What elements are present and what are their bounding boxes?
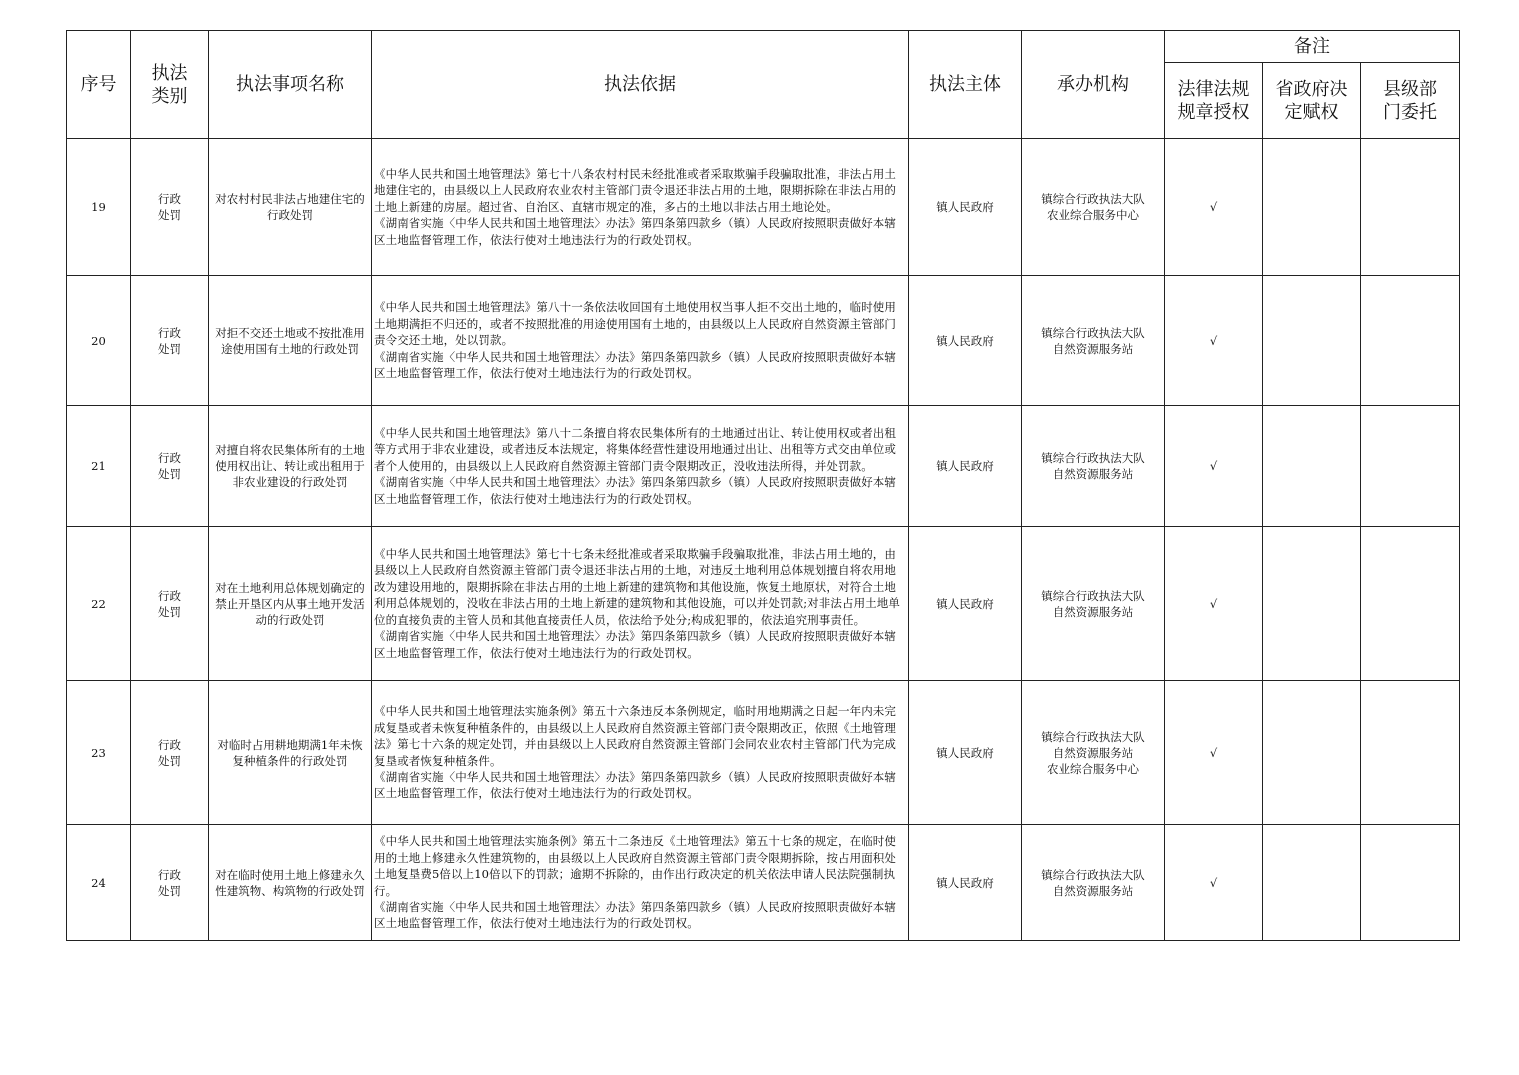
- col-header-organ: 承办机构: [1022, 31, 1165, 139]
- cell-item-name: 对农村村民非法占地建住宅的行政处罚: [209, 139, 372, 276]
- table-row: [67, 681, 1460, 825]
- table-row: [67, 825, 1460, 941]
- cell-basis: 《中华人民共和国土地管理法》第八十二条擅自将农民集体所有的土地通过出让、转让使用权或者出租等方式用于非农业建设，或者违反本法规定，将集体经营性建设用地通过出让、出租等方式交由单位或者个人使用的，由县级以上人民政府自然资源主管部门责令限期改正，没收违法所得，并处罚款。 《湖南省实施〈中华人民共和国土地管理法〉办法》第四条第四款乡（镇）人民政府按照职责做好本辖区土地监督管理工作，依法行使对土地违法行为的行政处罚权。: [372, 406, 909, 527]
- cell-organ: 镇综合行政执法大队 自然资源服务站: [1022, 825, 1165, 941]
- cell-subject: 镇人民政府: [909, 681, 1022, 825]
- cell-law-mark: √: [1165, 406, 1263, 527]
- cell-organ: 镇综合行政执法大队 自然资源服务站: [1022, 406, 1165, 527]
- cell-province-mark: [1263, 825, 1361, 941]
- cell-seq: 23: [67, 681, 131, 825]
- cell-category: 行政 处罚: [131, 825, 209, 941]
- header-row-top: [67, 31, 1460, 63]
- cell-law-mark: √: [1165, 139, 1263, 276]
- cell-basis: 《中华人民共和国土地管理法》第八十一条依法收回国有土地使用权当事人拒不交出土地的，临时使用土地期满拒不归还的，或者不按照批准的用途使用国有土地的，由县级以上人民政府自然资源主管部门责令交还土地，处以罚款。 《湖南省实施〈中华人民共和国土地管理法〉办法》第四条第四款乡（镇）人民政府按照职责做好本辖区土地监督管理工作，依法行使对土地违法行为的行政处罚权。: [372, 276, 909, 406]
- cell-province-mark: [1263, 276, 1361, 406]
- cell-county-mark: [1361, 681, 1460, 825]
- col-header-subject: 执法主体: [909, 31, 1022, 139]
- cell-organ: 镇综合行政执法大队 农业综合服务中心: [1022, 139, 1165, 276]
- cell-province-mark: [1263, 406, 1361, 527]
- cell-category: 行政 处罚: [131, 406, 209, 527]
- col-header-item-name: 执法事项名称: [209, 31, 372, 139]
- cell-subject: 镇人民政府: [909, 276, 1022, 406]
- cell-item-name: 对拒不交还土地或不按批准用途使用国有土地的行政处罚: [209, 276, 372, 406]
- cell-county-mark: [1361, 276, 1460, 406]
- cell-seq: 21: [67, 406, 131, 527]
- cell-law-mark: √: [1165, 681, 1263, 825]
- cell-seq: 19: [67, 139, 131, 276]
- cell-organ: 镇综合行政执法大队 自然资源服务站: [1022, 527, 1165, 681]
- cell-basis: 《中华人民共和国土地管理法实施条例》第五十六条违反本条例规定，临时用地期满之日起一年内未完成复垦或者未恢复种植条件的，由县级以上人民政府自然资源主管部门责令限期改正，依照《土地管理法》第七十六条的规定处罚，并由县级以上人民政府自然资源主管部门会同农业农村主管部门代为完成复垦或者恢复种植条件。 《湖南省实施〈中华人民共和国土地管理法〉办法》第四条第四款乡（镇）人民政府按照职责做好本辖区土地监督管理工作，依法行使对土地违法行为的行政处罚权。: [372, 681, 909, 825]
- table-row: [67, 406, 1460, 527]
- cell-seq: 22: [67, 527, 131, 681]
- cell-law-mark: √: [1165, 527, 1263, 681]
- cell-category: 行政 处罚: [131, 139, 209, 276]
- cell-organ: 镇综合行政执法大队 自然资源服务站: [1022, 276, 1165, 406]
- col-header-province-empowerment: 省政府决 定赋权: [1263, 63, 1361, 139]
- col-header-county-entrustment: 县级部 门委托: [1361, 63, 1460, 139]
- cell-seq: 24: [67, 825, 131, 941]
- cell-category: 行政 处罚: [131, 276, 209, 406]
- cell-item-name: 对在临时使用土地上修建永久性建筑物、构筑物的行政处罚: [209, 825, 372, 941]
- cell-seq: 20: [67, 276, 131, 406]
- cell-province-mark: [1263, 681, 1361, 825]
- cell-law-mark: √: [1165, 825, 1263, 941]
- cell-category: 行政 处罚: [131, 527, 209, 681]
- cell-county-mark: [1361, 825, 1460, 941]
- cell-organ: 镇综合行政执法大队 自然资源服务站 农业综合服务中心: [1022, 681, 1165, 825]
- cell-province-mark: [1263, 139, 1361, 276]
- table-body: [67, 139, 1460, 941]
- cell-county-mark: [1361, 527, 1460, 681]
- col-header-category: 执法 类别: [131, 31, 209, 139]
- cell-county-mark: [1361, 406, 1460, 527]
- cell-item-name: 对在土地利用总体规划确定的禁止开垦区内从事土地开发活动的行政处罚: [209, 527, 372, 681]
- table-row: [67, 527, 1460, 681]
- cell-subject: 镇人民政府: [909, 139, 1022, 276]
- col-header-basis: 执法依据: [372, 31, 909, 139]
- col-header-seq: 序号: [67, 31, 131, 139]
- cell-county-mark: [1361, 139, 1460, 276]
- cell-subject: 镇人民政府: [909, 527, 1022, 681]
- cell-province-mark: [1263, 527, 1361, 681]
- table-row: [67, 139, 1460, 276]
- cell-law-mark: √: [1165, 276, 1263, 406]
- cell-subject: 镇人民政府: [909, 825, 1022, 941]
- cell-basis: 《中华人民共和国土地管理法实施条例》第五十二条违反《土地管理法》第五十七条的规定，在临时使用的土地上修建永久性建筑物的，由县级以上人民政府自然资源主管部门责令限期拆除，按占用面积处土地复垦费5倍以上10倍以下的罚款；逾期不拆除的，由作出行政决定的机关依法申请人民法院强制执行。 《湖南省实施〈中华人民共和国土地管理法〉办法》第四条第四款乡（镇）人民政府按照职责做好本辖区土地监督管理工作，依法行使对土地违法行为的行政处罚权。: [372, 825, 909, 941]
- cell-basis: 《中华人民共和国土地管理法》第七十八条农村村民未经批准或者采取欺骗手段骗取批准，非法占用土地建住宅的，由县级以上人民政府农业农村主管部门责令退还非法占用的土地，限期拆除在非法占用的土地上新建的房屋。超过省、自治区、直辖市规定的准，多占的土地以非法占用土地论处。 《湖南省实施〈中华人民共和国土地管理法〉办法》第四条第四款乡（镇）人民政府按照职责做好本辖区土地监督管理工作，依法行使对土地违法行为的行政处罚权。: [372, 139, 909, 276]
- table-row: [67, 276, 1460, 406]
- enforcement-items-table: [66, 30, 1460, 941]
- col-header-remarks: 备注: [1165, 31, 1460, 63]
- cell-basis: 《中华人民共和国土地管理法》第七十七条未经批准或者采取欺骗手段骗取批准，非法占用土地的，由县级以上人民政府自然资源主管部门责令退还非法占用的土地，对违反土地利用总体规划擅自将农用地改为建设用地的，限期拆除在非法占用的土地上新建的建筑物和其他设施，恢复土地原状，对符合土地利用总体规划的，没收在非法占用的土地上新建的建筑物和其他设施，可以并处罚款;对非法占用土地单位的直接负责的主管人员和其他直接责任人员，依法给予处分;构成犯罪的，依法追究刑事责任。 《湖南省实施〈中华人民共和国土地管理法〉办法》第四条第四款乡（镇）人民政府按照职责做好本辖区土地监督管理工作，依法行使对土地违法行为的行政处罚权。: [372, 527, 909, 681]
- cell-subject: 镇人民政府: [909, 406, 1022, 527]
- cell-item-name: 对擅自将农民集体所有的土地使用权出让、转让或出租用于非农业建设的行政处罚: [209, 406, 372, 527]
- cell-item-name: 对临时占用耕地期满1年未恢复种植条件的行政处罚: [209, 681, 372, 825]
- cell-category: 行政 处罚: [131, 681, 209, 825]
- col-header-law-authorization: 法律法规 规章授权: [1165, 63, 1263, 139]
